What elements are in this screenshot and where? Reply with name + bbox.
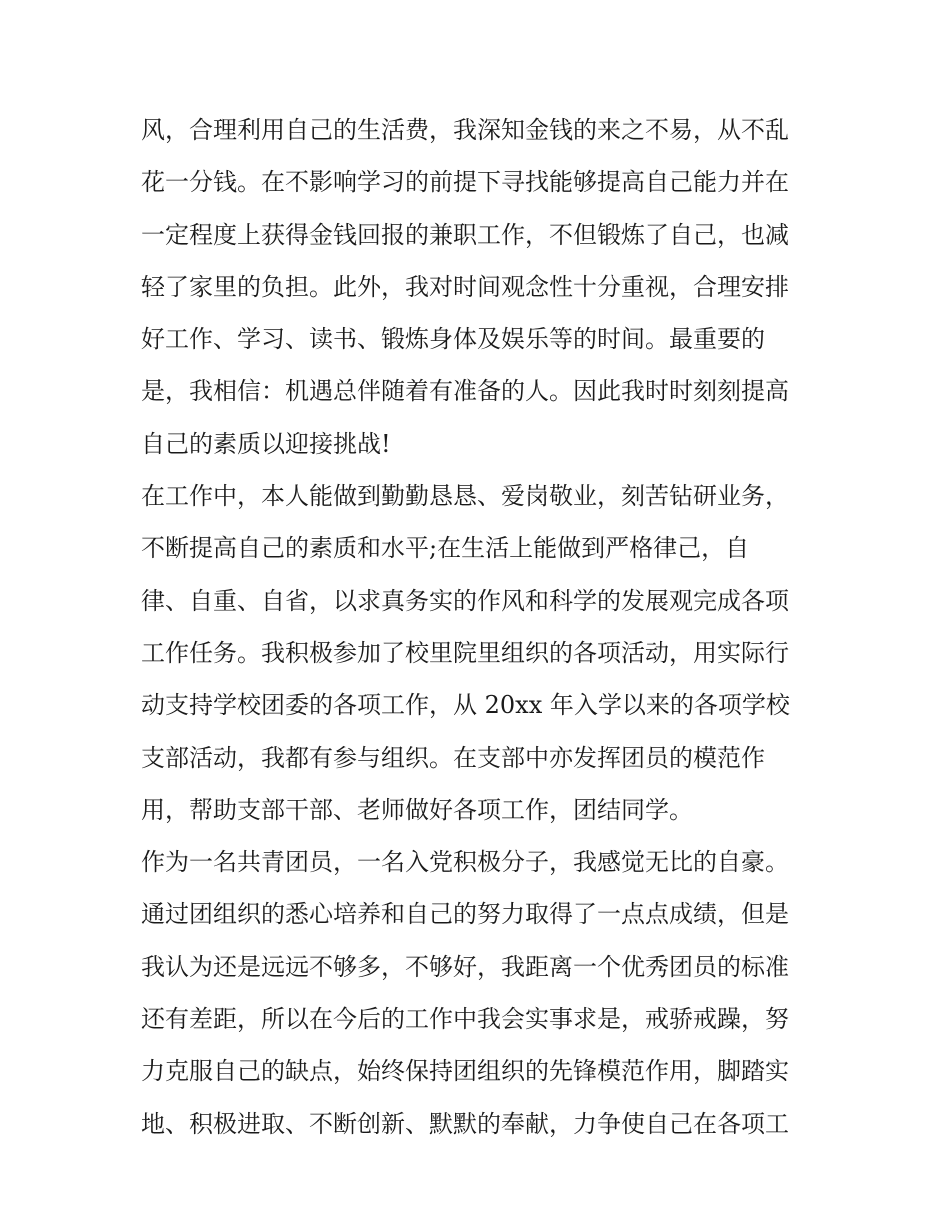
- text-line: 地、积极进取、不断创新、默默的奉献，力争使自己在各项工: [141, 1109, 789, 1138]
- text-line: 不断提高自己的素质和水平;在生活上能做到严格律己，自: [141, 534, 750, 563]
- text-line: 自己的素质以迎接挑战!: [141, 429, 391, 458]
- text-line: 通过团组织的悉心培养和自己的努力取得了一点点成绩，但是: [141, 900, 789, 929]
- text-line: 在工作中，本人能做到勤勤恳恳、爱岗敬业，刻苦钻研业务，: [141, 482, 789, 511]
- text-line: 还有差距，所以在今后的工作中我会实事求是，戒骄戒躁，努: [141, 1005, 789, 1034]
- text-line: 动支持学校团委的各项工作，从 20xx 年入学以来的各项学校: [141, 691, 790, 720]
- text-line: 花一分钱。在不影响学习的前提下寻找能够提高自己能力并在: [141, 168, 789, 197]
- text-line: 风，合理利用自己的生活费，我深知金钱的来之不易，从不乱: [141, 116, 789, 144]
- text-line: 工作任务。我积极参加了校里院里组织的各项活动，用实际行: [141, 638, 789, 667]
- text-line: 力克服自己的缺点，始终保持团组织的先锋模范作用，脚踏实: [141, 1057, 789, 1086]
- text-line: 一定程度上获得金钱回报的兼职工作，不但锻炼了自己，也减: [141, 220, 789, 249]
- text-line: 作为一名共青团员，一名入党积极分子，我感觉无比的自豪。: [141, 848, 789, 877]
- text-line: 我认为还是远远不够多，不够好，我距离一个优秀团员的标准: [141, 952, 789, 981]
- text-line: 律、自重、自省，以求真务实的作风和科学的发展观完成各项: [141, 586, 789, 615]
- text-line: 用，帮助支部干部、老师做好各项工作，团结同学。: [141, 795, 693, 824]
- document-body-text: [141, 104, 821, 1150]
- text-line: 轻了家里的负担。此外，我对时间观念性十分重视，合理安排: [141, 272, 789, 301]
- text-line: 是，我相信：机遇总伴随着有准备的人。因此我时时刻刻提高: [141, 377, 789, 406]
- text-line: 好工作、学习、读书、锻炼身体及娱乐等的时间。最重要的: [141, 325, 765, 354]
- text-line: 支部活动，我都有参与组织。在支部中亦发挥团员的模范作: [141, 743, 765, 772]
